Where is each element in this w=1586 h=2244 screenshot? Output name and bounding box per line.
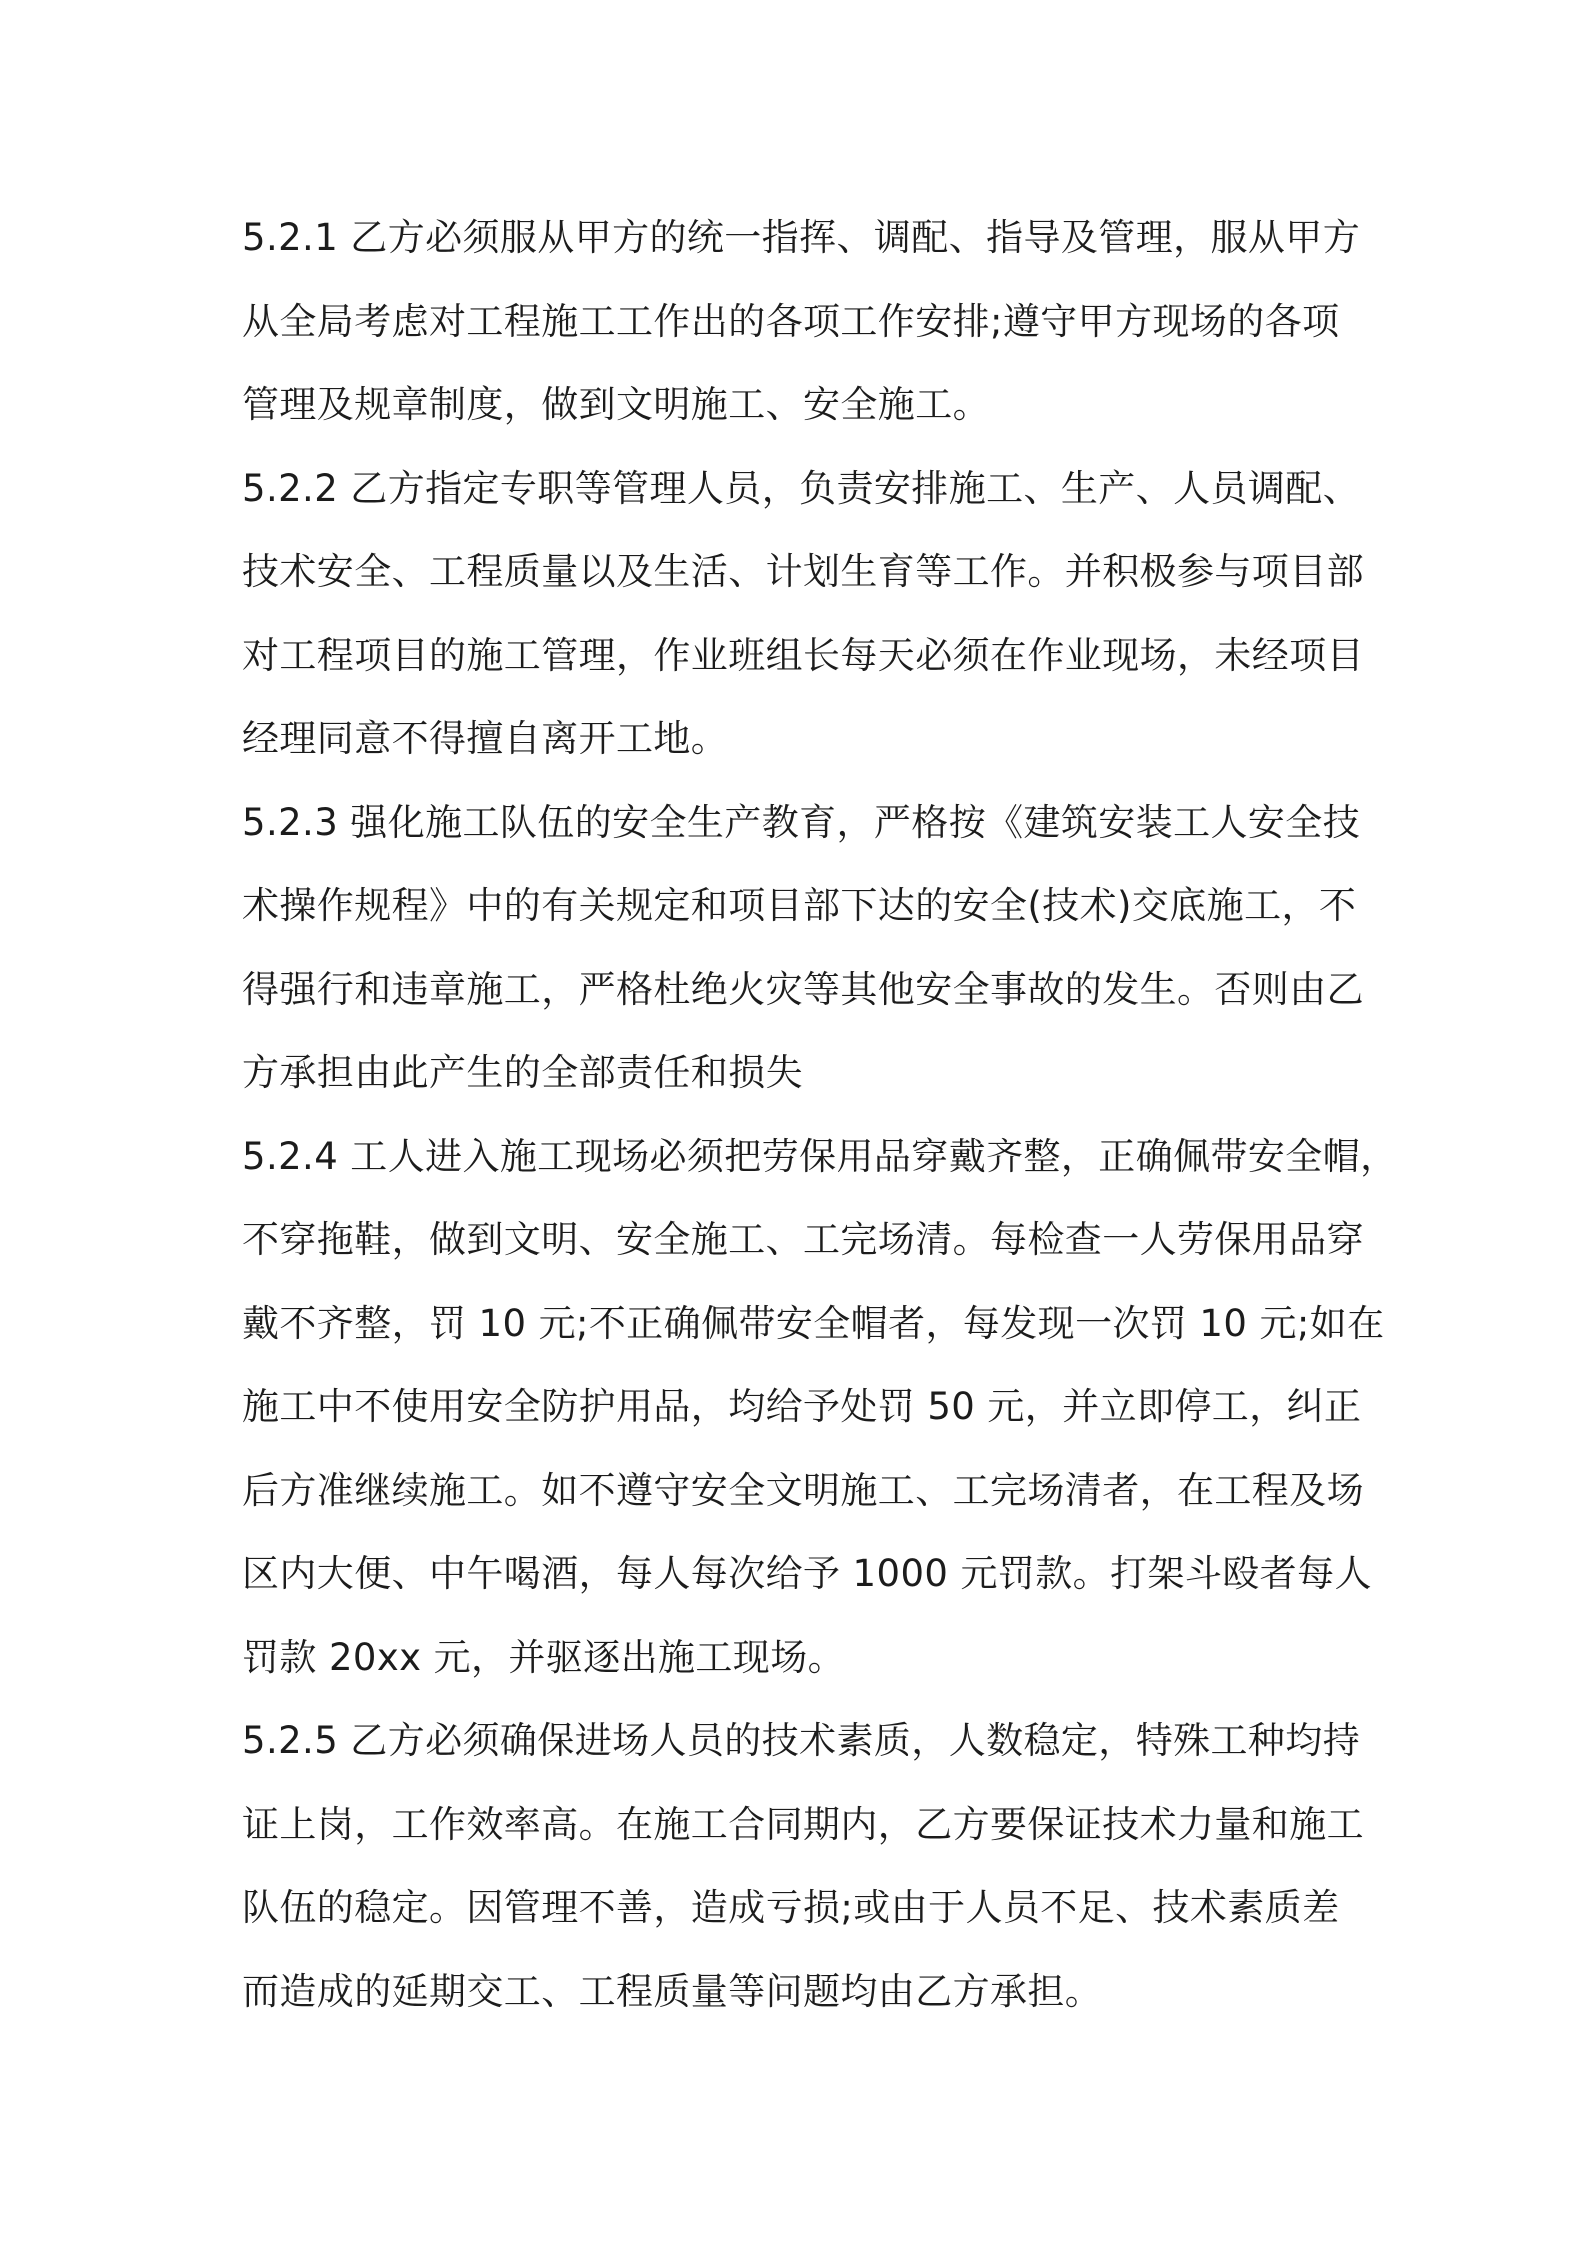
- text-line: 5.2.1 乙方必须服从甲方的统一指挥、调配、指导及管理，服从甲方: [242, 216, 1361, 259]
- clause-5-2-5: [242, 1699, 1362, 2033]
- clause-5-2-2: [242, 447, 1362, 781]
- text-line: 证上岗，工作效率高。在施工合同期内，乙方要保证技术力量和施工: [242, 1802, 1364, 1846]
- text-line: 区内大便、中午喝酒，每人每次给予 1000 元罚款。打架斗殴者每人: [242, 1552, 1372, 1595]
- text-line: 施工中不使用安全防护用品，均给予处罚 50 元，并立即停工，纠正: [242, 1385, 1362, 1428]
- clause-5-2-3: [242, 781, 1362, 1115]
- text-line: 不穿拖鞋，做到文明、安全施工、工完场清。每检查一人劳保用品穿: [242, 1218, 1364, 1261]
- text-line: 技术安全、工程质量以及生活、计划生育等工作。并积极参与项目部: [242, 550, 1364, 593]
- text-line: 从全局考虑对工程施工工作出的各项工作安排;遵守甲方现场的各项: [242, 299, 1340, 343]
- text-line: 管理及规章制度，做到文明施工、安全施工。: [242, 383, 990, 426]
- text-line: 经理同意不得擅自离开工地。: [242, 717, 729, 760]
- text-line: 5.2.2 乙方指定专职等管理人员，负责安排施工、生产、人员调配、: [242, 466, 1361, 510]
- text-line: 队伍的稳定。因管理不善，造成亏损;或由于人员不足、技术素质差: [242, 1886, 1340, 1929]
- document-body: [242, 196, 1398, 2033]
- text-line: 得强行和违章施工，严格杜绝火灾等其他安全事故的发生。否则由乙: [242, 967, 1364, 1011]
- text-line: 罚款 20xx 元，并驱逐出施工现场。: [242, 1635, 845, 1679]
- text-line: 后方准继续施工。如不遵守安全文明施工、工完场清者，在工程及场: [242, 1468, 1364, 1512]
- text-line: 戴不齐整，罚 10 元;不正确佩带安全帽者，每发现一次罚 10 元;如在: [242, 1301, 1385, 1345]
- text-line: 5.2.5 乙方必须确保进场人员的技术素质，人数稳定，特殊工种均持: [242, 1719, 1361, 1762]
- text-line: 5.2.3 强化施工队伍的安全生产教育，严格按《建筑安装工人安全技: [242, 800, 1361, 844]
- text-line: 对工程项目的施工管理，作业班组长每天必须在作业现场，未经项目: [242, 633, 1364, 677]
- clause-5-2-4: [242, 1115, 1398, 1700]
- text-line: 5.2.4 工人进入施工现场必须把劳保用品穿戴齐整，正确佩带安全帽，: [242, 1134, 1398, 1178]
- text-line: 术操作规程》中的有关规定和项目部下达的安全(技术)交底施工，不: [242, 884, 1357, 927]
- text-line: 方承担由此产生的全部责任和损失: [242, 1051, 803, 1094]
- clause-5-2-1: [242, 196, 1362, 447]
- text-line: 而造成的延期交工、工程质量等问题均由乙方承担。: [242, 1969, 1103, 2013]
